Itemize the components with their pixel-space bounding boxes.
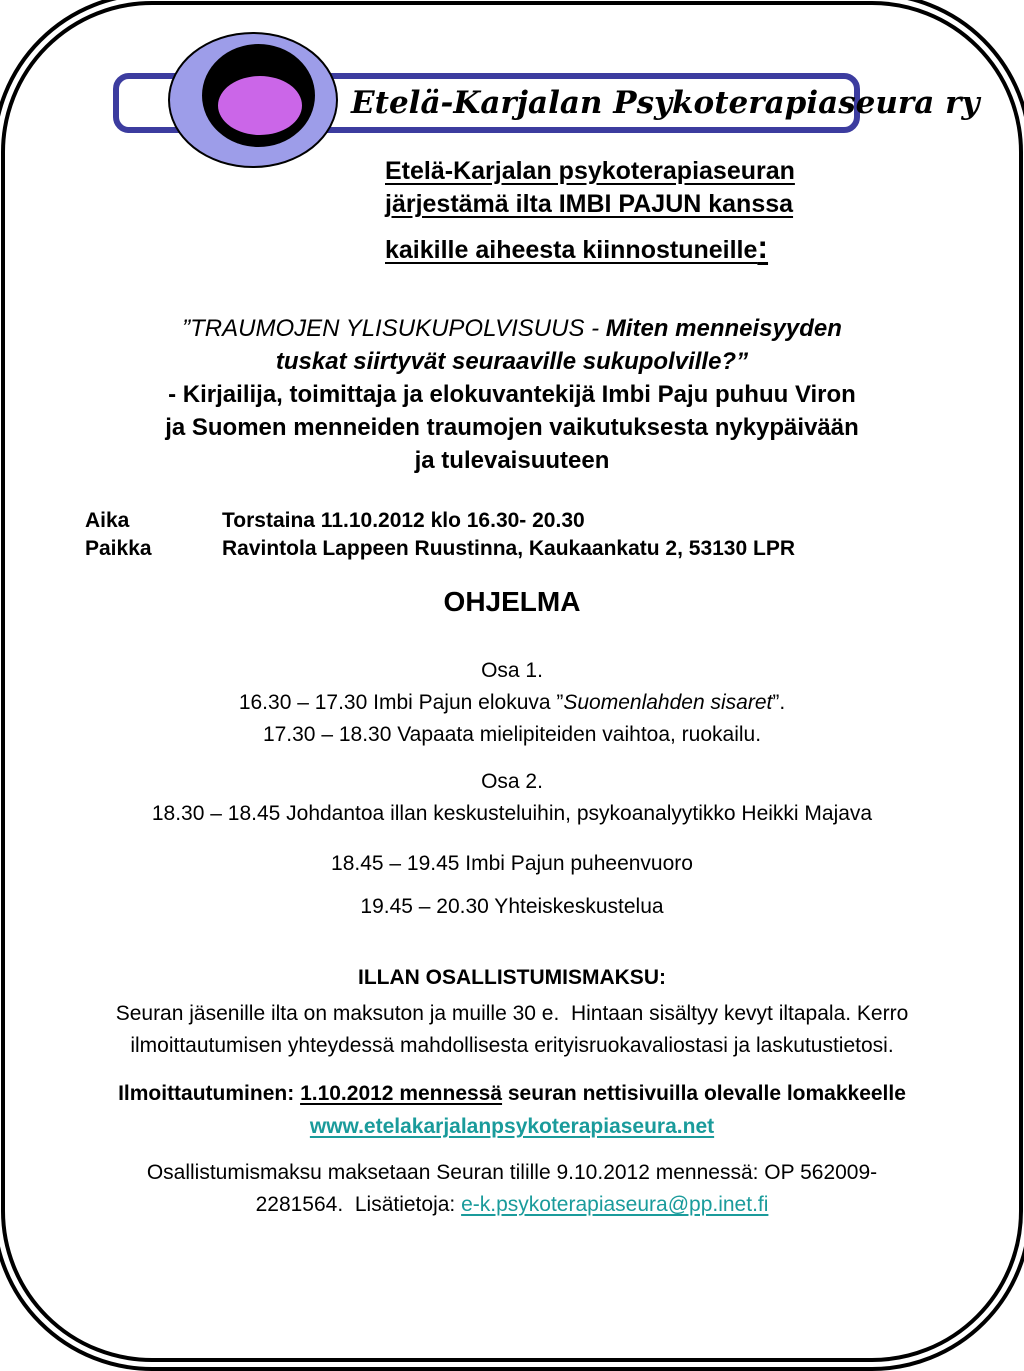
theme-line4: ja Suomen menneiden traumojen vaikutuksesta nykypäivään: [165, 414, 859, 441]
theme-line1: ”TRAUMOJEN YLISUKUPOLVISUUS - Miten menneisyyden: [182, 315, 842, 342]
payment-line2: 2281564. Lisätietoja: e-k.psykoterapiaseura@pp.inet.fi: [255, 1193, 769, 1216]
fee-title: ILLAN OSALLISTUMISMAKSU:: [358, 966, 666, 989]
time-value: Torstaina 11.10.2012 klo 16.30- 20.30: [222, 509, 585, 532]
logo-purple-ellipse-icon: [216, 74, 304, 137]
place-value: Ravintola Lappeen Ruustinna, Kaukaankatu 2, 53130 LPR: [222, 537, 795, 560]
fee-line2: ilmoittautumisen yhteydessä mahdollisesta erityisruokavaliostasi ja laskutustietosi.: [130, 1034, 894, 1057]
event-heading: [385, 155, 795, 267]
theme-line3: - Kirjailija, toimittaja ja elokuvantekijä Imbi Paju puhuu Viron: [168, 381, 856, 408]
society-logo: [168, 32, 338, 168]
registration: [0, 1077, 1024, 1143]
event-heading-line2: järjestämä ilta IMBI PAJUN kanssa: [385, 190, 794, 218]
part1-line2: 17.30 – 18.30 Vapaata mielipiteiden vaihtoa, ruokailu.: [262, 723, 762, 746]
email-link[interactable]: e-k.psykoterapiaseura@pp.inet.fi: [461, 1193, 769, 1216]
program-item-discussion: 19.45 – 20.30 Yhteiskeskustelua: [360, 895, 664, 918]
film-title: Suomenlahden sisaret: [563, 691, 773, 714]
event-heading-line1: Etelä-Karjalan psykoterapiaseuran: [385, 157, 795, 185]
society-name: Etelä-Karjalan Psykoterapiaseura ry: [351, 85, 980, 121]
detail-row-place: [85, 535, 795, 563]
part2-line1: 18.30 – 18.45 Johdantoa illan keskusteluihin, psykoanalyytikko Heikki Majava: [151, 802, 873, 825]
event-details: [85, 507, 795, 563]
website-link[interactable]: www.etelakarjalanpsykoterapiaseura.net: [309, 1115, 715, 1138]
time-label: Aika: [85, 509, 130, 532]
theme-line2: tuskat siirtyvät seuraaville sukupolville?”: [275, 348, 749, 375]
program-item-speech: 18.45 – 19.45 Imbi Pajun puheenvuoro: [331, 852, 693, 875]
program-title: OHJELMA: [443, 586, 581, 617]
part2-heading: Osa 2.: [481, 770, 543, 793]
part1-film-line: 16.30 – 17.30 Imbi Pajun elokuva ”Suomenlahden sisaret”.: [238, 691, 786, 714]
heading-colon: :: [757, 229, 769, 265]
payment-line1: Osallistumismaksu maksetaan Seuran tilille 9.10.2012 mennessä: OP 562009-: [146, 1161, 878, 1184]
part1-heading: Osa 1.: [481, 659, 543, 682]
place-label: Paikka: [85, 537, 152, 560]
program-part2: [0, 766, 1024, 830]
fee-line1: Seuran jäsenille ilta on maksuton ja muille 30 e. Hintaan sisältyy kevyt iltapala. Kerro: [115, 1002, 909, 1025]
event-theme: [0, 312, 1024, 477]
payment-info: [0, 1157, 1024, 1221]
theme-line5: ja tulevaisuuteen: [414, 447, 610, 474]
registration-link-line: [0, 1110, 1024, 1143]
program-part1: [0, 655, 1024, 751]
fee-body: [0, 998, 1024, 1062]
registration-deadline: 1.10.2012 mennessä: [300, 1082, 503, 1105]
registration-line: Ilmoittautuminen: 1.10.2012 mennessä seuran nettisivuilla olevalle lomakkeelle: [118, 1082, 906, 1105]
event-heading-line3: kaikille aiheesta kiinnostuneille:: [385, 229, 769, 265]
detail-row-time: [85, 507, 795, 535]
